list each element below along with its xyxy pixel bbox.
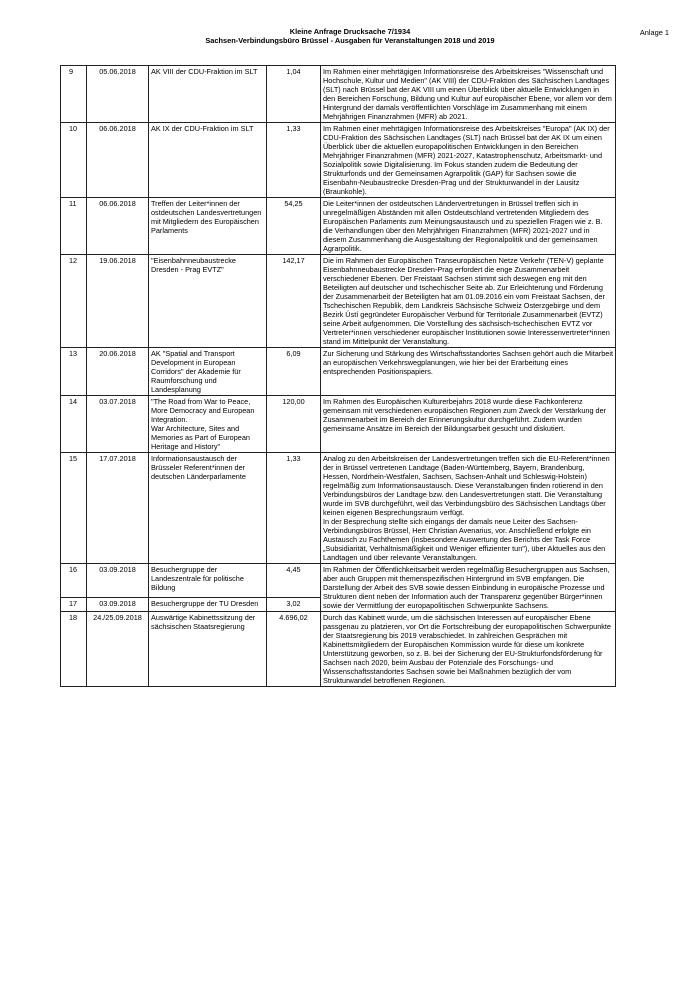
row-description	[321, 198, 616, 255]
row-date	[87, 255, 149, 348]
row-number-text: 17	[69, 599, 78, 609]
row-event	[149, 612, 267, 687]
row-number-text: 13	[69, 349, 78, 358]
row-amount-text: 4,45	[286, 565, 301, 574]
row-number	[61, 123, 87, 198]
row-description-text: Analog zu den Arbeitskreisen der Landesvertretungen treffen sich die EU-Referent*innen der in Brüssel vertretenen Landtage (Baden-Württemberg, Bayern, Brandenburg, Hessen, Nordrhein-Westfalen, Sachsen, Sachsen-Anhalt und Schleswig-Holstein) regelmäßig zum Informationsaustausch. Diese Veranstaltungen finden rotierend in den Verbindungsbüros der Landtage bzw. den Landesvertretungen statt. Die Veranstaltung wurde im SVB durchgeführt, weil das Verbindungsbüro des Sächsischen Landtags über keinen eigenen Besprechungsraum verfügt. In der Besprechung stellte sich eingangs der damals neue Leiter des Sachsen-Verbindungsbüros Brüssel, Herr Christian Avenarius, vor. Anschließend erfolgte ein Austausch zu Fachthemen (insbesondere Auswertung des Berichts der Task Force „Subsidiarität, Verhältnismäßigkeit und Weniger effizienter tun"), über Aktuelles aus den Landtagen und über relevante Veranstaltungen.	[323, 454, 610, 562]
table-row	[61, 564, 616, 598]
row-number	[61, 564, 87, 598]
row-description	[321, 123, 616, 198]
table-row	[61, 66, 616, 123]
row-number-text: 18	[69, 613, 78, 622]
row-event-text: "Eisenbahnneubaustrecke Dresden - Prag EVTZ"	[151, 256, 236, 274]
row-date-text: 03.07.2018	[99, 397, 136, 406]
row-event	[149, 66, 267, 123]
row-date	[87, 348, 149, 396]
row-event-text: Treffen der Leiter*innen der ostdeutschen Landesvertretungen mit Mitgliedern des Europäischen Parlaments	[151, 199, 262, 235]
row-description	[321, 348, 616, 396]
row-event	[149, 564, 267, 598]
table-row	[61, 198, 616, 255]
row-amount	[267, 66, 321, 123]
row-amount	[267, 598, 321, 612]
document-header	[0, 27, 700, 45]
row-date	[87, 396, 149, 453]
row-event	[149, 198, 267, 255]
row-amount	[267, 396, 321, 453]
table-row	[61, 348, 616, 396]
row-number	[61, 255, 87, 348]
row-description	[321, 453, 616, 564]
table-row	[61, 255, 616, 348]
row-event	[149, 255, 267, 348]
row-event-text: AK "Spatial and Transport Development in European Corridors" der Akademie für Raumforschung und Landesplanung	[151, 349, 241, 394]
row-number	[61, 198, 87, 255]
table-row	[61, 123, 616, 198]
row-amount-text: 4.696,02	[279, 613, 308, 622]
row-event	[149, 348, 267, 396]
row-number-text: 16	[69, 565, 78, 574]
row-description	[321, 255, 616, 348]
row-event-text: Informationsaustausch der Brüsseler Referent*innen der deutschen Länderparlamente	[151, 454, 246, 481]
row-number-text: 14	[69, 397, 78, 406]
row-date-text: 03.09.2018	[99, 599, 136, 609]
row-date-text: 20.06.2018	[99, 349, 136, 358]
row-event-text: AK IX der CDU-Fraktion im SLT	[151, 124, 254, 133]
row-amount-text: 3,02	[286, 599, 301, 609]
row-description-text: Die im Rahmen der Europäischen Transeuropäischen Netze Verkehr (TEN-V) geplante Eisenbahnneubaustrecke Dresden-Prag erfordert die enge Zusammenarbeit verschiedener Ebenen. Der Freistaat Sachsen stimmt sich deswegen eng mit den Beteiligten auf deutscher und tschechischer Seite ab. Zur Erleichterung und Förderung der Zusammenarbeit der Beteiligten hat am 01.09.2016 ein vom Freistaat Sachsen, der Tschechischen Republik, dem Landkreis Sächsische Schweiz Osterzgebirge und dem Bezirk Ústí gegründeter Europäischer Verbund für Territoriale Zusammenarbeit (EVTZ) seine Arbeit aufgenommen. Die Vorstellung des sächsisch-tschechischen EVTZ vor Vertreter*innen verschiedener europäischer Institutionen sowie Interessenvertreter*innen stand im Mittelpunkt der Veranstaltung.	[323, 256, 610, 346]
row-number	[61, 66, 87, 123]
row-date-text: 03.09.2018	[99, 565, 136, 574]
row-amount-text: 1,04	[286, 67, 301, 76]
table-row	[61, 612, 616, 687]
row-amount-text: 1,33	[286, 454, 301, 463]
row-amount-text: 1,33	[286, 124, 301, 133]
row-date	[87, 453, 149, 564]
row-date-text: 05.06.2018	[99, 67, 136, 76]
row-event-text: Besuchergruppe der TU Dresden	[151, 599, 259, 609]
row-description-text: Im Rahmen einer mehrtägigen Informationsreise des Arbeitskreises "Europa" (AK IX) der CDU-Fraktion des Sächsischen Landtages (SLT) nach Brüssel bat der AK IX um einen Überblick über die aktuellen europapolitischen Entwicklungen in den Bereichen Mehrjähriger Finanzrahmen (MFR) 2021-2027, Katastrophenschutz, Arbeitsmarkt- und Sozialpolitik sowie Digitalisierung. Im Fokus standen zudem die Bedeutung der Strukturfonds und der Gemeinsamen Agrarpolitik (GAP) für Sachsen sowie die Eisenbahn-Neubaustrecke Dresden-Prag und der Strukturwandel in der Lausitz (Braunkohle).	[323, 124, 610, 196]
row-event-text: Besuchergruppe der Landeszentrale für politische Bildung	[151, 565, 244, 592]
row-number-text: 12	[69, 256, 78, 265]
header-line-2: Sachsen-Verbindungsbüro Brüssel - Ausgaben für Veranstaltungen 2018 und 2019	[205, 36, 495, 45]
row-number-text: 9	[69, 67, 74, 76]
row-amount-text: 142,17	[282, 256, 305, 265]
row-number	[61, 612, 87, 687]
row-amount	[267, 255, 321, 348]
row-number	[61, 453, 87, 564]
row-number-text: 10	[69, 124, 78, 133]
annex-label: Anlage 1	[639, 28, 669, 37]
row-description-text: Durch das Kabinett wurde, um die sächsischen Interessen auf europäischer Ebene passgenau zu platzieren, vor Ort die Fortschreibung der europapolitischen Schwerpunkte der Staatsregierung bis 2019 verabschiedet. In zahlreichen Gesprächen mit Kabinettsmitgliedern der Europäischen Kommission wurde für diese um konkrete Unterstützung geworben, so z. B. bei der Sicherung der EU-Strukturfondsförderung für Sachsen nach 2020, beim Ausbau der Potenziale des Forschungs- und Wissenschaftsstandortes Sachsen sowie bei Maßnahmen bezüglich der vom Strukturwandel betroffenen Regionen.	[323, 613, 611, 685]
row-date	[87, 612, 149, 687]
row-description-text: Im Rahmen einer mehrtägigen Informationsreise des Arbeitskreises "Wissenschaft und Hochschule, Kultur und Medien" (AK VIII) der CDU-Fraktion des Sächsischen Landtages (SLT) nach Brüssel bat der AK VIII um einen Überblick über aktuelle Entwicklungen in den Bereichen Forschung, Bildung und Kultur auf europäischer Ebene, vor allem vor dem Hintergrund der damals veröffentlichten Vorschläge im Zusammenhang mit einem Mehrjährigen Finanzrahmen (MFR) ab 2021.	[323, 67, 612, 121]
row-date-text: 24./25.09.2018	[93, 613, 142, 622]
row-number-text: 11	[69, 199, 77, 208]
table-row	[61, 396, 616, 453]
row-date	[87, 66, 149, 123]
row-amount	[267, 198, 321, 255]
row-event-text: "The Road from War to Peace, More Democracy and European Integration. War Architecture, Sites and Memories as Part of European Heritage and History"	[151, 397, 255, 451]
row-date	[87, 198, 149, 255]
row-date-text: 06.06.2018	[99, 199, 136, 208]
row-date	[87, 123, 149, 198]
row-description	[321, 396, 616, 453]
table-row	[61, 453, 616, 564]
row-date-text: 06.06.2018	[99, 124, 136, 133]
expenses-table	[60, 65, 616, 687]
row-number-text: 15	[69, 454, 78, 463]
row-description	[321, 66, 616, 123]
row-event-text: AK VIII der CDU-Fraktion im SLT	[151, 67, 258, 76]
row-date-text: 17.07.2018	[99, 454, 136, 463]
row-amount	[267, 123, 321, 198]
row-amount	[267, 612, 321, 687]
row-description-text: Im Rahmen der Öffentlichkeitsarbeit werden regelmäßig Besuchergruppen aus Sachsen, aber auch Gruppen mit themenspezifischen Hintergrund im SVB empfangen. Die Darstellung der Arbeit des SVB sowie dessen Einbindung in europäische Prozesse und Strukturen dient neben der Information auch der Transparenz gegenüber Bürger*innen sowie der Vermittlung der europapolitischen Schwerpunkte Sachsens.	[323, 565, 610, 610]
row-amount-text: 120,00	[282, 397, 305, 406]
row-amount-text: 54,25	[284, 199, 303, 208]
row-amount	[267, 453, 321, 564]
row-description-text: Zur Sicherung und Stärkung des Wirtschaftsstandortes Sachsen gehört auch die Mitarbeit an europäischen Verkehrswegplanungen, wie hier bei der Erarbeitung eines entsprechenden Positionspapiers.	[323, 349, 614, 376]
row-description-text: Im Rahmen des Europäischen Kulturerbejahrs 2018 wurde diese Fachkonferenz gemeinsam mit verschiedenen europäischen Regionen zum Zweck der Verstärkung der Zusammenarbeit im Bereich der Erinnerungskultur durchgeführt. Zudem wurden gemeinsame Ansätze im Bereich der Bildungsarbeit gesucht und diskutiert.	[323, 397, 607, 433]
row-event	[149, 598, 267, 612]
row-number	[61, 598, 87, 612]
row-amount	[267, 348, 321, 396]
header-line-1: Kleine Anfrage Drucksache 7/1934	[289, 27, 411, 36]
row-event-text: Auswärtige Kabinettssitzung der sächsischen Staatsregierung	[151, 613, 256, 631]
row-event	[149, 123, 267, 198]
row-number	[61, 348, 87, 396]
row-amount	[267, 564, 321, 598]
row-description	[321, 612, 616, 687]
row-date	[87, 564, 149, 598]
table-body	[61, 66, 616, 687]
row-number	[61, 396, 87, 453]
row-event	[149, 396, 267, 453]
row-amount-text: 6,09	[286, 349, 301, 358]
row-description	[321, 564, 616, 612]
row-date-text: 19.06.2018	[99, 256, 136, 265]
row-date	[87, 598, 149, 612]
row-description-text: Die Leiter*innen der ostdeutschen Ländervertretungen in Brüssel treffen sich in unregelmäßigen Abständen mit allen Ostdeutschland vertretenden Mitgliedern des Europäischen Parlaments zum Meinungsaustausch und zu speziellen Fragen wie z. B. die Verhandlungen über den Mehrjährigen Finanzrahmen (MFR) 2021-2027 und in diesem Zusammenhang die Ausgestaltung der Regionalpolitik und der gemeinsamen Agrarpolitik.	[323, 199, 603, 253]
row-event	[149, 453, 267, 564]
